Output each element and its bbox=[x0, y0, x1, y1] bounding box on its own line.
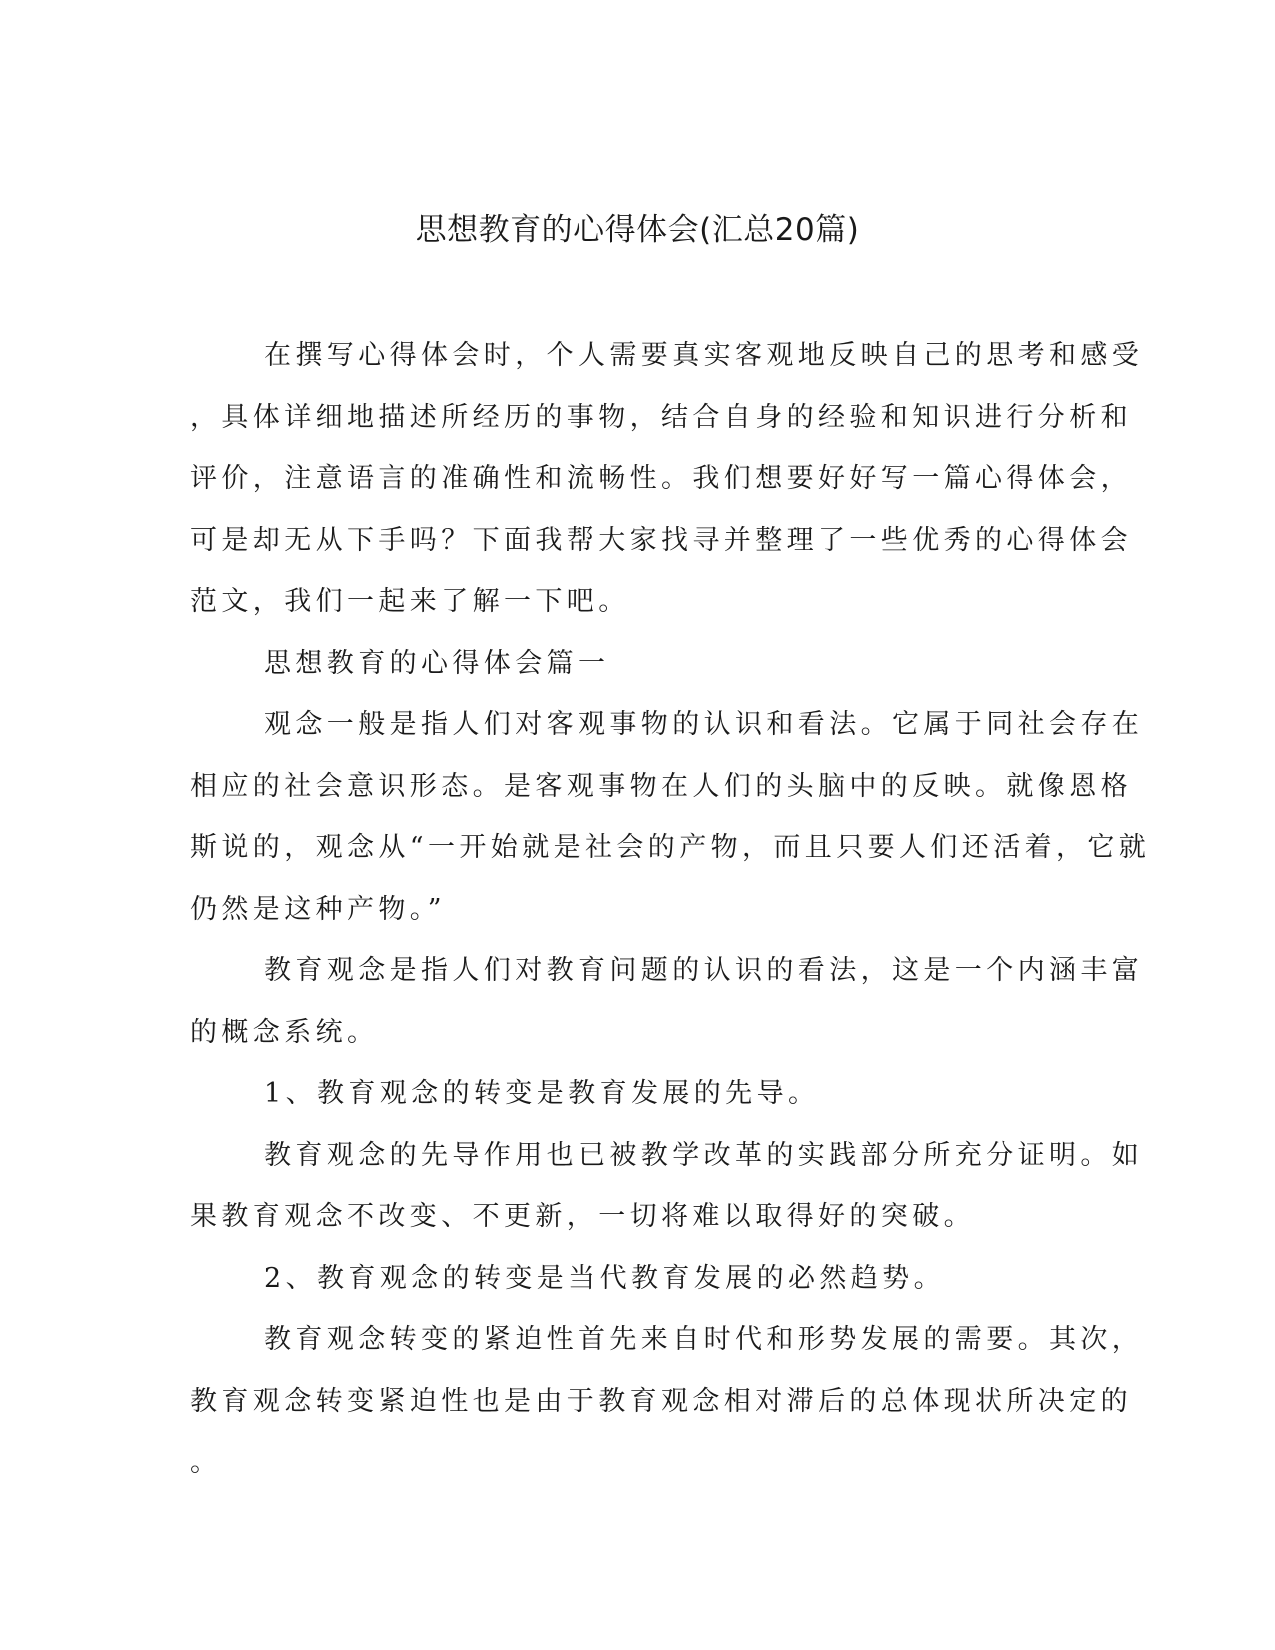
paragraph-line: 。 bbox=[190, 1447, 222, 1478]
paragraph-line: 斯说的，观念从“一开始就是社会的产物，而且只要人们还活着，它就 bbox=[190, 832, 1151, 863]
section-heading: 思想教育的心得体会篇一 bbox=[264, 647, 610, 679]
paragraph-line: 教育观念转变的紧迫性首先来自时代和形势发展的需要。其次， bbox=[264, 1324, 1144, 1355]
document-title: 思想教育的心得体会(汇总20篇) bbox=[415, 212, 860, 248]
paragraph-line: 教育观念是指人们对教育问题的认识的看法，这是一个内涵丰富 bbox=[264, 955, 1144, 986]
paragraph-line: 果教育观念不改变、不更新，一切将难以取得好的突破。 bbox=[190, 1201, 975, 1232]
paragraph-line: 相应的社会意识形态。是客观事物在人们的头脑中的反映。就像恩格 bbox=[190, 770, 1132, 802]
numbered-point: 2、教育观念的转变是当代教育发展的必然趋势。 bbox=[264, 1262, 945, 1294]
paragraph-line: 的概念系统。 bbox=[190, 1016, 379, 1048]
paragraph-line: ，具体详细地描述所经历的事物，结合自身的经验和知识进行分析和 bbox=[190, 401, 1132, 433]
paragraph-line: 观念一般是指人们对客观事物的认识和看法。它属于同社会存在 bbox=[264, 709, 1144, 740]
paragraph-line: 教育观念转变紧迫性也是由于教育观念相对滞后的总体现状所决定的 bbox=[190, 1385, 1132, 1417]
paragraph-line: 评价，注意语言的准确性和流畅性。我们想要好好写一篇心得体会， bbox=[190, 463, 1132, 494]
paragraph-line: 可是却无从下手吗？下面我帮大家找寻并整理了一些优秀的心得体会 bbox=[190, 524, 1132, 556]
numbered-point: 1、教育观念的转变是教育发展的先导。 bbox=[264, 1078, 820, 1109]
paragraph-line: 仍然是这种产物。” bbox=[190, 893, 446, 925]
document-body bbox=[190, 325, 1151, 1494]
paragraph-line: 范文，我们一起来了解一下吧。 bbox=[190, 586, 630, 617]
paragraph-line: 在撰写心得体会时，个人需要真实客观地反映自己的思考和感受 bbox=[264, 340, 1144, 371]
paragraph-line: 教育观念的先导作用也已被教学改革的实践部分所充分证明。如 bbox=[264, 1139, 1144, 1171]
